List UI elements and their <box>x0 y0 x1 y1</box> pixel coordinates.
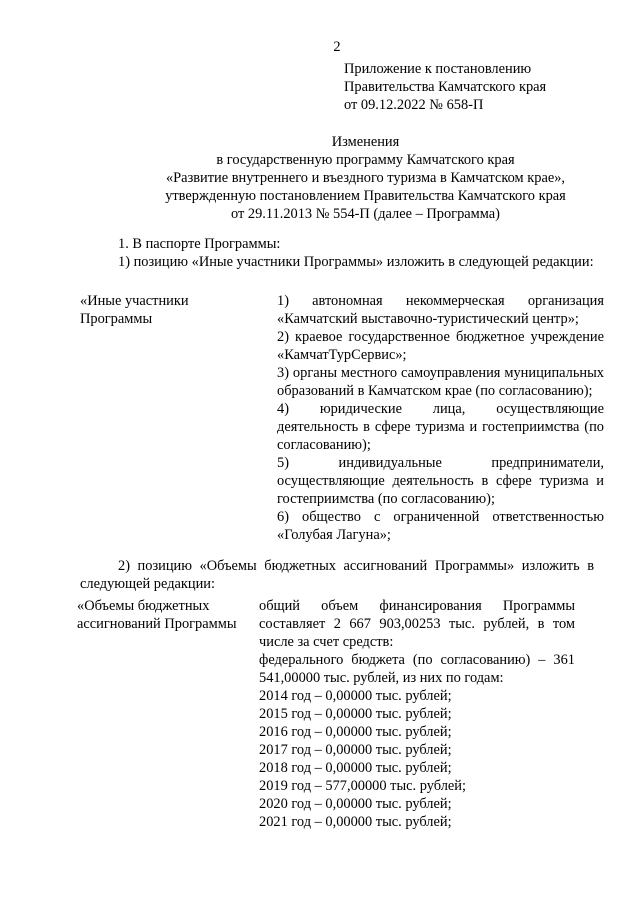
approval-line: от 09.12.2022 № 658-П <box>344 97 484 113</box>
title-line: «Развитие внутреннего и въездного туризма в Камчатском крае», <box>165 170 566 186</box>
funding-year: 2018 год – 0,00000 тыс. рублей; <box>259 760 452 776</box>
funding-year: 2014 год – 0,00000 тыс. рублей; <box>259 688 452 704</box>
funding-year: 2020 год – 0,00000 тыс. рублей; <box>259 796 452 812</box>
paragraph-other-participants: 1) позицию «Иные участники Программы» изложить в следующей редакции: <box>118 254 594 270</box>
funding-year: 2016 год – 0,00000 тыс. рублей; <box>259 724 452 740</box>
approval-header <box>344 60 624 114</box>
funding-total: общий объем финансирования Программы составляет 2 667 903,00253 тыс. рублей, в том числе за счет средств: <box>259 598 575 650</box>
participant-item: 4) юридические лица, осуществляющие деятельность в сфере туризма и гостеприимства (по согласованию); <box>277 401 604 453</box>
approval-line: Приложение к постановлению <box>344 61 532 77</box>
document-title <box>80 133 640 223</box>
title-line: Изменения <box>331 134 400 150</box>
participant-item: 1) автономная некоммерческая организация «Камчатский выставочно-туристический центр»; <box>277 293 604 327</box>
paragraph-passport: 1. В паспорте Программы: <box>118 236 281 252</box>
title-line: утвержденную постановлением Правительства Камчатского края <box>165 188 566 204</box>
title-line: в государственную программу Камчатского края <box>216 152 515 168</box>
participants-list <box>277 292 604 544</box>
funding-label: «Объемы бюджетных ассигнований Программы <box>77 598 237 632</box>
funding-details <box>259 597 575 831</box>
funding-year: 2015 год – 0,00000 тыс. рублей; <box>259 706 452 722</box>
participant-item: 2) краевое государственное бюджетное учреждение «КамчатТурСервис»; <box>277 329 604 363</box>
participant-item: 3) органы местного самоуправления муниципальных образований в Камчатском крае (по согласованию); <box>277 365 604 399</box>
title-line: от 29.11.2013 № 554-П (далее – Программа) <box>231 206 500 222</box>
page-number: 2 <box>333 39 341 55</box>
participant-item: 5) индивидуальные предприниматели, осуществляющие деятельность в сфере туризма и гостеприимства (по согласованию); <box>277 455 604 507</box>
participants-label: «Иные участники Программы <box>80 293 189 327</box>
approval-line: Правительства Камчатского края <box>344 79 547 95</box>
paragraph-funding: 2) позицию «Объемы бюджетных ассигнований Программы» изложить в следующей редакции: <box>80 558 594 592</box>
funding-federal: федерального бюджета (по согласованию) – 361 541,00000 тыс. рублей, из них по годам: <box>259 652 575 686</box>
funding-year: 2017 год – 0,00000 тыс. рублей; <box>259 742 452 758</box>
participant-item: 6) общество с ограниченной ответственностью «Голубая Лагуна»; <box>277 509 604 543</box>
funding-year: 2021 год – 0,00000 тыс. рублей; <box>259 814 452 830</box>
funding-year: 2019 год – 577,00000 тыс. рублей; <box>259 778 466 794</box>
